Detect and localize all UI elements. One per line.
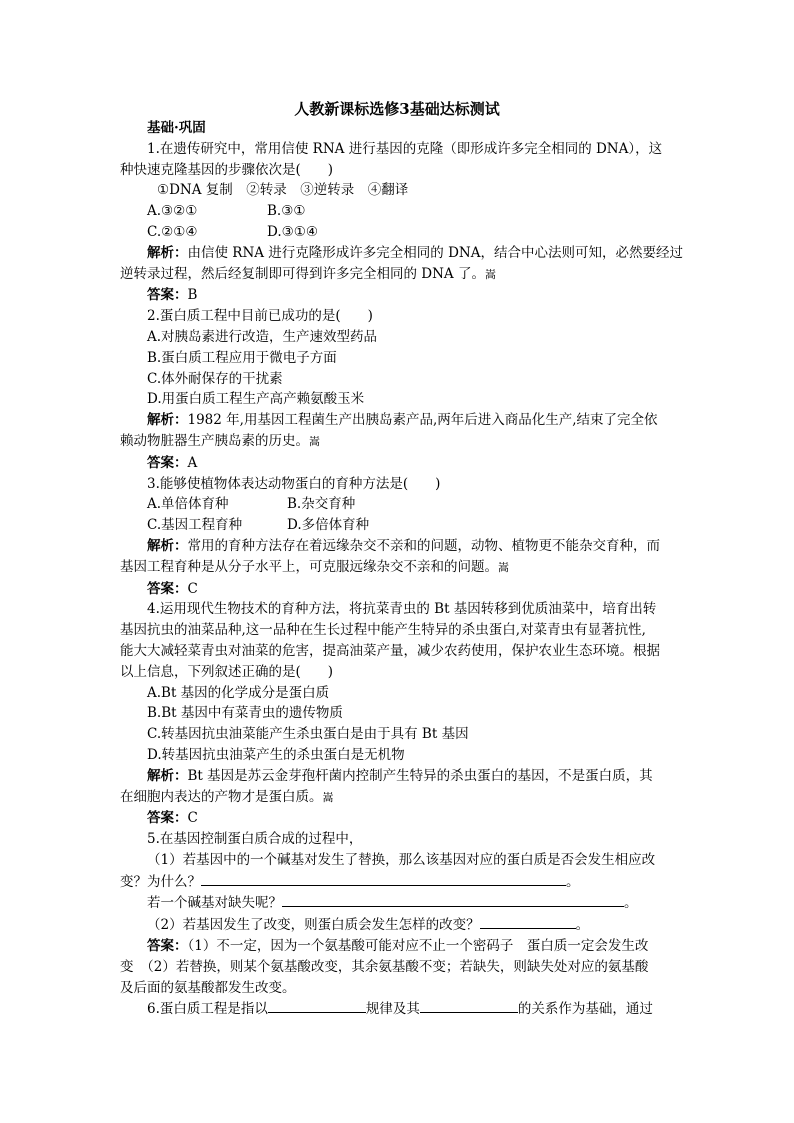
q4-stem-line-1: 4.运用现代生物技术的育种方法，将抗菜青虫的 Bt 基因转移到优质油菜中，培育出转 [147,601,657,618]
q4-option-c: C.转基因抗虫油菜能产生杀虫蛋白是由于具有 Bt 基因 [147,726,469,743]
q1-answer-value: B [187,287,198,304]
q4-analysis-line-1 [120,766,676,787]
q3-answer-value: C [187,580,198,597]
q1-answer [120,285,676,306]
q3-stem: 3.能够使植物体表达动物蛋白的育种方法是( ) [147,475,441,492]
q4-stem-line-3: 能大大减轻菜青虫对油菜的危害，提高油菜产量，减少农药使用，保护农业生态环境。根据 [120,642,660,659]
watermark-mark: 嵩 [498,560,509,574]
q2-analysis-line-2 [120,431,676,453]
q2-option-c: C.体外耐保存的干扰素 [147,370,283,387]
q1-answer-label: 答案： [147,287,188,304]
q4-stem-line-4: 以上信息，下列叙述正确的是( ) [120,663,334,680]
q5-sub1-line-1: （1）若基因中的一个碱基对发生了替换，那么该基因对应的蛋白质是否会发生相应改 [147,851,656,868]
q5-sub1b-end: 。 [624,895,638,912]
q5-answer-line-1 [120,936,676,957]
document-body [120,118,683,1020]
q3-analysis-text-1: 常用的育种方法存在着远缘杂交不亲和的问题，动物、植物更不能杂交育种，而 [187,537,660,554]
question-1 [120,139,683,306]
section-heading: 基础·巩固 [147,120,206,136]
q3-option-a: A.单倍体育种 [147,496,229,513]
q5-sub1b-line [120,892,676,914]
q2-option-d: D.用蛋白质工程生产高产赖氨酸玉米 [147,391,365,408]
q6-blank-2[interactable] [420,998,518,1013]
q3-option-d: D.多倍体育种 [287,517,370,534]
q5-answer-line-3: 及后面的氨基酸都发生改变。 [120,979,296,996]
q5-blank-1[interactable] [201,871,566,886]
q4-analysis-text-2: 在细胞内表达的产物才是蛋白质。 [120,788,323,805]
q5-sub2-text: （2）若基因发生了改变，则蛋白质会发生怎样的改变？ [147,917,480,934]
question-2 [120,306,676,473]
q1-items: ①DNA 复制 ②转录 ③逆转录 ④翻译 [157,182,409,199]
q4-option-a: A.Bt 基因的化学成分是蛋白质 [147,684,330,701]
q4-option-d: D.转基因抗虫油菜产生的杀虫蛋白是无机物 [147,746,405,763]
q2-analysis-label: 解析： [147,412,188,429]
q1-option-d: D.③①④ [267,223,318,240]
q1-options-row-2 [120,222,676,243]
q3-option-b: B.杂交育种 [287,496,356,513]
q3-analysis-line-1 [120,536,676,557]
q6-stem-b: 规律及其 [365,1001,420,1018]
q6-stem-c: 的关系作为基础，通过 [517,1001,653,1018]
q5-sub2-line [120,914,676,936]
q5-blank-2[interactable] [282,892,624,907]
q6-blank-1[interactable] [268,998,366,1013]
q5-answer-text-1: （1）不一定，因为一个氨基酸可能对应不止一个密码子 蛋白质一定会发生改 [187,938,649,955]
q6-stem-a: 6.蛋白质工程是指以 [147,1001,268,1018]
q5-blank-3[interactable] [480,914,576,929]
page-title: 人教新课标选修3基础达标测试 [294,100,500,118]
question-6 [120,998,676,1020]
question-3 [120,474,676,600]
watermark-mark: 嵩 [484,267,496,281]
q4-answer-label: 答案： [147,810,188,827]
q1-option-c: C.②①④ [147,223,198,240]
q3-analysis-line-2 [120,557,676,579]
q2-analysis-text-2: 赖动物脏器生产胰岛素的历史。 [120,432,309,449]
q1-analysis-text-1: 由信使 RNA 进行克隆形成许多完全相同的 DNA，结合中心法则可知，必然要经过 [187,244,683,261]
q2-option-b: B.蛋白质工程应用于微电子方面 [147,349,337,366]
q5-answer-line-2: 变 （2）若替换，则某个氨基酸改变，其余氨基酸不变；若缺失，则缺失处对应的氨基酸 [120,958,649,975]
q1-option-b: B.③① [267,203,306,220]
q4-analysis-line-2 [120,787,676,809]
q4-answer [120,808,676,829]
question-4 [120,599,676,829]
q2-analysis-line-1 [120,410,676,431]
q1-option-a: A.③②① [147,203,198,220]
q3-options-row-1 [120,494,676,515]
q6-stem-line [120,998,676,1020]
q3-analysis-label: 解析： [147,537,188,554]
watermark-mark: 嵩 [309,434,320,448]
q1-analysis-line-1 [120,243,683,264]
q4-option-b: B.Bt 基因中有菜青虫的遗传物质 [147,705,343,722]
q2-answer [120,453,676,474]
q1-analysis-line-2 [120,264,676,286]
q4-analysis-text-1: Bt 基因是苏云金芽孢杆菌内控制产生特异的杀虫蛋白的基因，不是蛋白质，其 [187,767,653,784]
q4-analysis-label: 解析： [147,767,188,784]
q2-answer-label: 答案： [147,454,188,471]
q1-analysis-label: 解析： [147,244,188,261]
q2-stem: 2.蛋白质工程中目前已成功的是( ) [147,308,373,325]
q5-answer-label: 答案： [147,938,188,955]
q5-sub1-line-2 [120,871,676,893]
q4-answer-value: C [187,810,198,827]
q2-answer-value: A [187,454,198,471]
q3-answer [120,579,676,600]
q5-stem: 5.在基因控制蛋白质合成的过程中， [147,831,363,848]
q1-analysis-text-2: 逆转录过程，然后经复制即可得到许多完全相同的 DNA 了。 [120,265,485,282]
q5-sub1-end: 。 [566,873,580,890]
q3-answer-label: 答案： [147,580,188,597]
q1-options-row-1 [120,201,676,222]
q1-stem-line-1: 1.在遗传研究中，常用信使 RNA 进行基因的克隆（即形成许多完全相同的 DNA），这 [147,140,663,157]
q3-analysis-text-2: 基因工程育种是从分子水平上，可克服远缘杂交不亲和的问题。 [120,558,498,575]
q1-stem-line-2: 种快速克隆基因的步骤依次是( ) [120,161,334,178]
q2-option-a: A.对胰岛素进行改造，生产速效型药品 [147,328,378,345]
q3-options-row-2 [120,515,676,536]
q5-sub1-text: 变？为什么？ [120,873,201,890]
watermark-mark: 嵩 [322,790,334,804]
q5-sub1b-text: 若一个碱基对缺失呢？ [147,895,282,912]
q3-option-c: C.基因工程育种 [147,517,243,534]
q2-analysis-text-1: 1982 年,用基因工程菌生产出胰岛素产品,两年后进入商品化生产,结束了完全依 [187,412,658,429]
q4-stem-line-2: 基因抗虫的油菜品种,这一品种在生长过程中能产生特异的杀虫蛋白,对菜青虫有显著抗性, [120,622,646,639]
q5-sub2-end: 。 [575,917,590,934]
question-5 [120,829,676,998]
